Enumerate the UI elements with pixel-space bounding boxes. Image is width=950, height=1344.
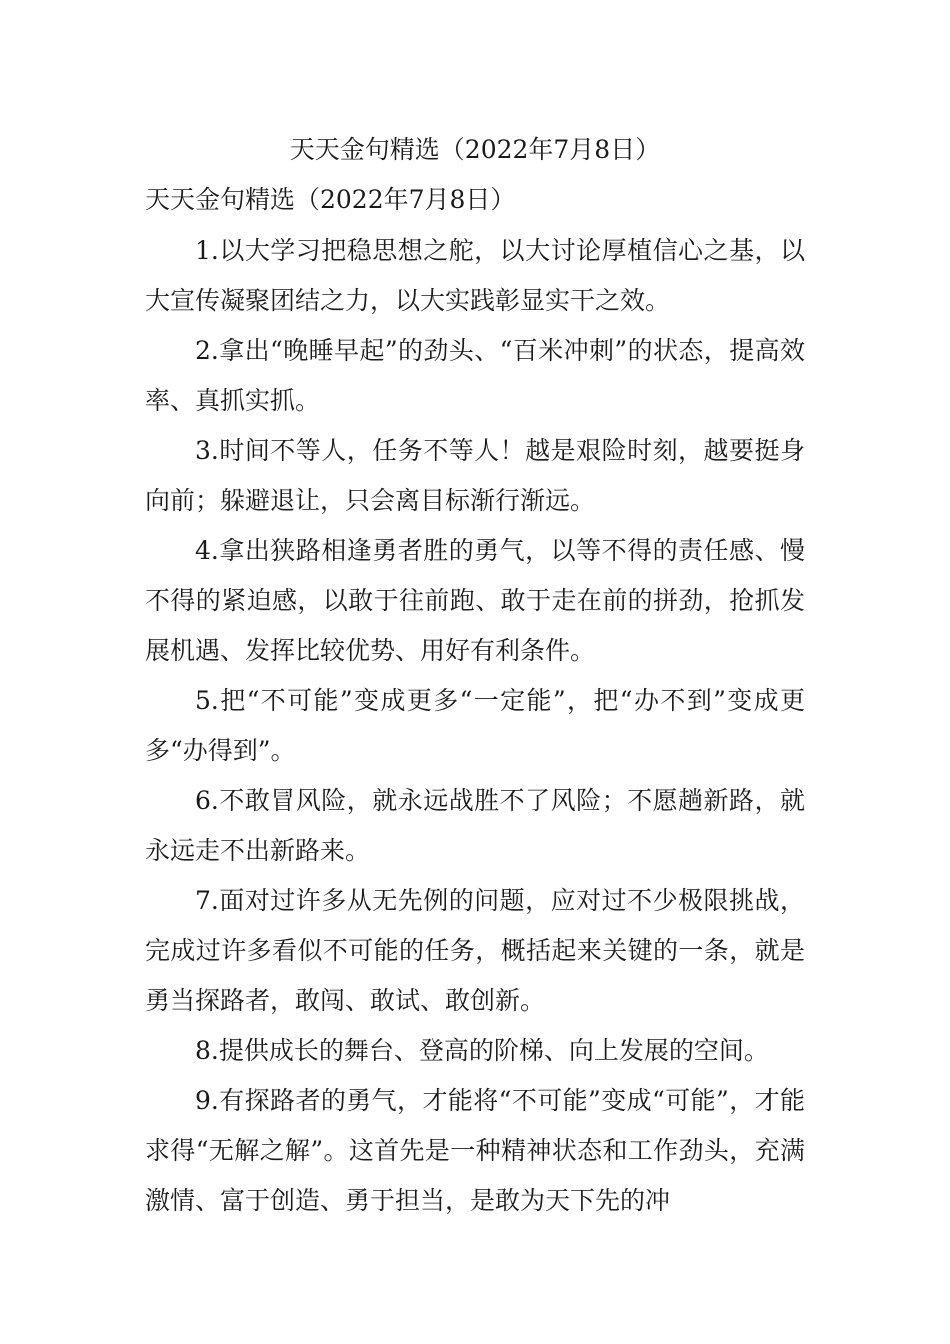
document-subtitle: 天天金句精选（2022年7月8日） [145, 185, 516, 214]
paragraph-1: 1.以大学习把稳思想之舵，以大讨论厚植信心之基，以大宣传凝聚团结之力，以大实践彰显实干之效。 [145, 236, 805, 315]
paragraph-7: 7.面对过许多从无先例的问题，应对过不少极限挑战，完成过许多看似不可能的任务，概括起来关键的一条，就是勇当探路者，敢闯、敢试、敢创新。 [145, 886, 805, 1015]
paragraph-8: 8.提供成长的舞台、登高的阶梯、向上发展的空间。 [195, 1036, 769, 1065]
document-title: 天天金句精选（2022年7月8日） [289, 135, 661, 164]
document-body [145, 226, 805, 1226]
paragraph-3: 3.时间不等人，任务不等人！越是艰险时刻，越要挺身向前；躲避退让，只会离目标渐行渐远。 [145, 436, 805, 515]
paragraph-5: 5.把“不可能”变成更多“一定能”，把“办不到”变成更多“办得到”。 [145, 686, 805, 765]
paragraph-6: 6.不敢冒风险，就永远战胜不了风险；不愿趟新路，就永远走不出新路来。 [145, 786, 805, 865]
paragraph-4: 4.拿出狭路相逢勇者胜的勇气，以等不得的责任感、慢不得的紧迫感，以敢于往前跑、敢于走在前的拼劲，抢抓发展机遇、发挥比较优势、用好有利条件。 [145, 536, 805, 665]
paragraph-2: 2.拿出“晚睡早起”的劲头、“百米冲刺”的状态，提高效率、真抓实抓。 [145, 336, 805, 415]
paragraph-9: 9.有探路者的勇气，才能将“不可能”变成“可能”，才能求得“无解之解”。这首先是一种精神状态和工作劲头，充满激情、富于创造、勇于担当，是敢为天下先的冲 [145, 1086, 805, 1215]
